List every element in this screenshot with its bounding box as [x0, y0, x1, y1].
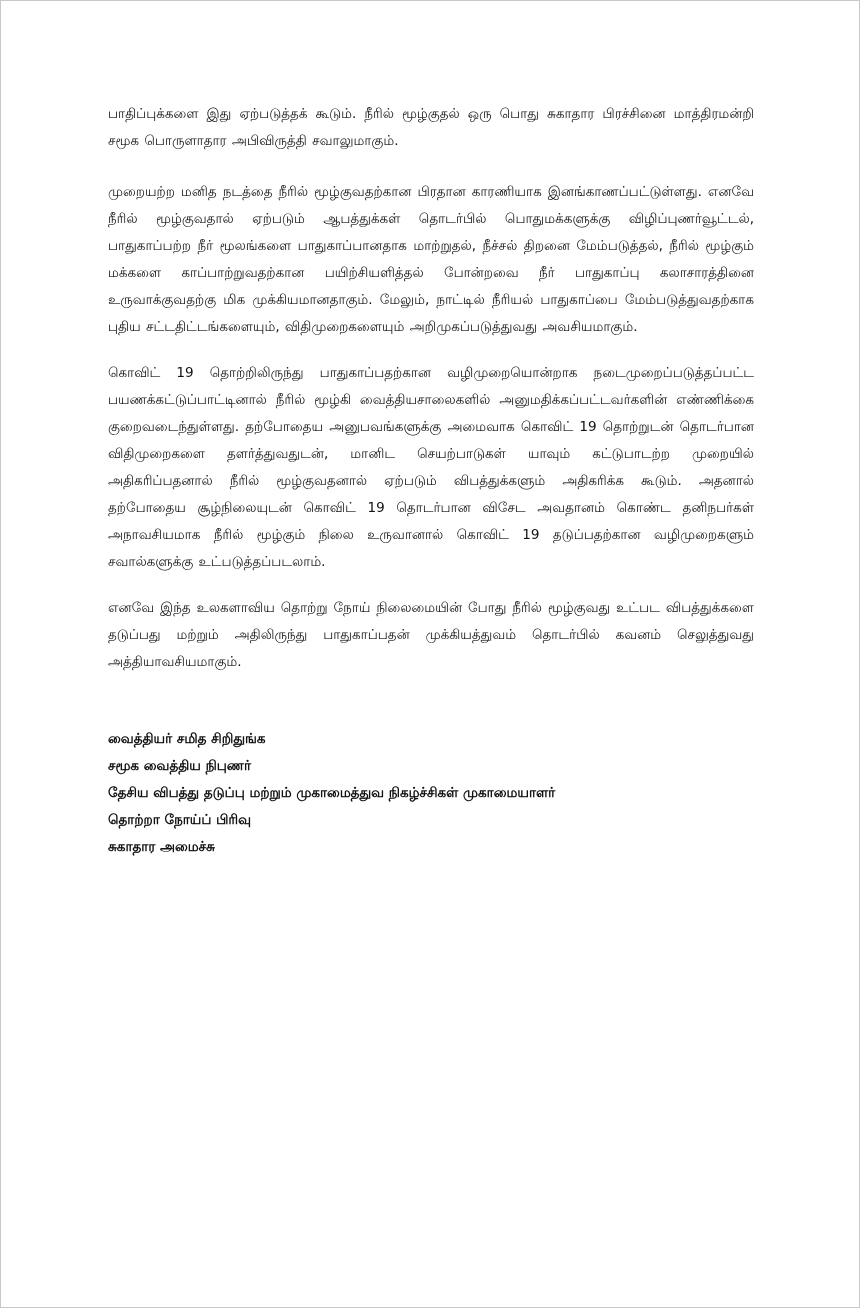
paragraph-1: பாதிப்புக்களை இது ஏற்படுத்தக் கூடும். நீரில் மூழ்குதல் ஒரு பொது சுகாதார பிரச்சினை மாத்திரமன்றி சமூக பொருளாதார அபிவிருத்தி சவாலுமாகும்.: [108, 106, 754, 149]
signatory-role: தேசிய விபத்து தடுப்பு மற்றும் முகாமைத்துவ நிகழ்ச்சிகள் முகாமையாளர்: [108, 785, 556, 801]
signature-block: [108, 726, 754, 861]
signatory-title: சமூக வைத்திய நிபுணர்: [108, 758, 252, 774]
document-body: [108, 101, 754, 861]
signatory-unit: தொற்றா நோய்ப் பிரிவு: [108, 812, 252, 828]
paragraph-4: எனவே இந்த உலகளாவிய தொற்று நோய் நிலைமையின் போது நீரில் மூழ்குவது உட்பட விபத்துக்களை தடுப்பது மற்றும் அதிலிருந்து பாதுகாப்பதன் முக்கியத்துவம் தொடர்பில் கவனம் செலுத்துவது அத்தியாவசியமாகும்.: [108, 600, 754, 670]
paragraph-3: கொவிட் 19 தொற்றிலிருந்து பாதுகாப்பதற்கான வழிமுறையொன்றாக நடைமுறைப்படுத்தப்பட்ட பயணக்கட்டுப்பாட்டினால் நீரில் மூழ்கி வைத்தியசாலைகளில் அனுமதிக்கப்பட்டவர்களின் எண்ணிக்கை குறைவடைந்துள்ளது. தற்போதைய அனுபவங்களுக்கு அமைவாக கொவிட் 19 தொற்றுடன் தொடர்பான விதிமுறைகளை தளர்த்துவதுடன், மானிட செயற்பாடுகள் யாவும் கட்டுபாடற்ற முறையில் அதிகரிப்பதனால் நீரில் மூழ்குவதனால் ஏற்படும் விபத்துக்களும் அதிகரிக்க கூடும். அதனால் தற்போதைய சூழ்நிலையுடன் கொவிட் 19 தொடர்பான விசேட அவதானம் கொண்ட தனிநபர்கள் அநாவசியமாக நீரில் மூழ்கும் நிலை உருவானால் கொவிட் 19 தடுப்பதற்கான வழிமுறைகளும் சவால்களுக்கு உட்படுத்தப்படலாம்.: [108, 365, 754, 570]
signatory-ministry: சுகாதார அமைச்சு: [108, 839, 215, 855]
paragraph-2: முறையற்ற மனித நடத்தை நீரில் மூழ்குவதற்கான பிரதான காரணியாக இனங்காணப்பட்டுள்ளது. எனவே நீரில் மூழ்குவதால் ஏற்படும் ஆபத்துக்கள் தொடர்பில் பொதுமக்களுக்கு விழிப்புணர்வூட்டல், பாதுகாப்பற்ற நீர் மூலங்களை பாதுகாப்பானதாக மாற்றுதல், நீச்சல் திறனை மேம்படுத்தல், நீரில் மூழ்கும் மக்களை காப்பாற்றுவதற்கான பயிற்சியளித்தல் போன்றவை நீர் பாதுகாப்பு கலாசாரத்தினை உருவாக்குவதற்கு மிக முக்கியமானதாகும். மேலும், நாட்டில் நீரியல் பாதுகாப்பை மேம்படுத்துவதற்காக புதிய சட்டதிட்டங்களையும், விதிமுறைகளையும் அறிமுகப்படுத்துவது அவசியமாகும்.: [108, 184, 754, 335]
signatory-name: வைத்தியர் சமித சிறிதுங்க: [108, 731, 266, 747]
